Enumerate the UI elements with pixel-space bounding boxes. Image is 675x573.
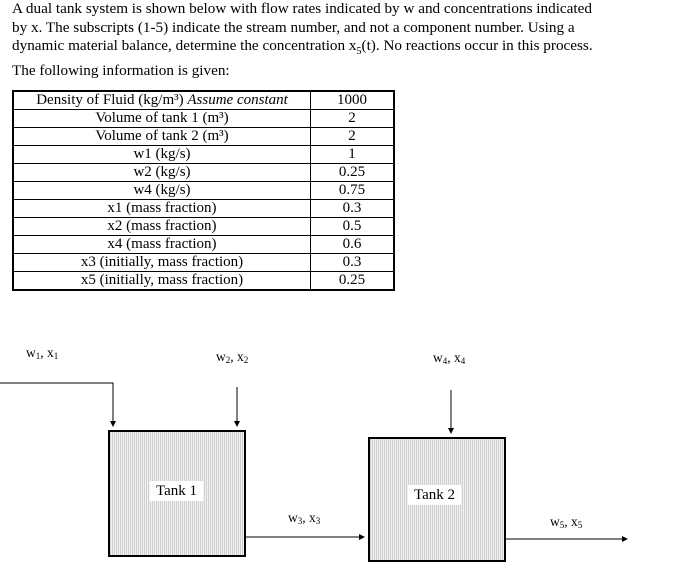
table-row [13, 164, 394, 182]
density-label: Density of Fluid (kg/m³) [36, 92, 184, 108]
table-row [13, 91, 394, 110]
stream-1-sep: , [40, 345, 47, 360]
stream-2-x-sub: 2 [243, 355, 249, 365]
intro-text: (t). No reactions occur in this process. [361, 37, 593, 55]
row-value: 1 [311, 146, 395, 164]
stream-4-w: w [433, 350, 443, 365]
table-row [13, 218, 394, 236]
stream-2-w: w [216, 349, 226, 364]
row-label: x1 (mass fraction) [13, 200, 311, 218]
intro-line: The following information is given: [12, 61, 230, 79]
tank-1-label: Tank 1 [150, 481, 203, 501]
stream-2-sep: , [230, 349, 237, 364]
row-value: 0.25 [311, 272, 395, 291]
row-value: 2 [311, 110, 395, 128]
stream-3-x-sub: 3 [315, 516, 321, 526]
given-information-table [12, 90, 395, 291]
stream-1-x-sub: 1 [53, 351, 59, 361]
stream-5-w: w [550, 514, 560, 529]
row-value: 2 [311, 128, 395, 146]
stream-1-label [26, 345, 58, 361]
row-label: w1 (kg/s) [13, 146, 311, 164]
intro-line [12, 37, 662, 62]
table-row [13, 146, 394, 164]
intro-line: by x. The subscripts (1-5) indicate the stream number, and not a component number. Using a [12, 18, 575, 36]
stream-2-w-sub: 2 [225, 355, 231, 365]
table-row [13, 236, 394, 254]
row-value: 0.3 [311, 254, 395, 272]
stream-4-x-sub: 4 [460, 356, 466, 366]
stream-1-w-sub: 1 [35, 351, 41, 361]
tank-1 [108, 430, 246, 557]
stream-5-w-sub: 5 [559, 520, 565, 530]
stream-5-x: x [571, 514, 578, 529]
stream-4-label [433, 350, 465, 366]
tank-2-label: Tank 2 [408, 485, 461, 505]
tank-2 [368, 437, 506, 562]
stream-4-x: x [454, 350, 461, 365]
stream-3-label [288, 510, 320, 526]
stream-1-line [0, 383, 113, 426]
row-label: Volume of tank 2 (m³) [13, 128, 311, 146]
stream-3-sep: , [302, 510, 309, 525]
row-label: x3 (initially, mass fraction) [13, 254, 311, 272]
table-row [13, 182, 394, 200]
row-label: x2 (mass fraction) [13, 218, 311, 236]
stream-1-w: w [26, 345, 36, 360]
stream-1-x: x [47, 345, 54, 360]
stream-3-w: w [288, 510, 298, 525]
table-row [13, 128, 394, 146]
row-value: 0.6 [311, 236, 395, 254]
stream-4-w-sub: 4 [442, 356, 448, 366]
intro-text: dynamic material balance, determine the concentration x [12, 37, 357, 55]
row-label: x5 (initially, mass fraction) [13, 272, 311, 291]
table-row [13, 200, 394, 218]
row-label [13, 91, 311, 110]
table-row [13, 272, 394, 291]
stream-5-label [550, 514, 582, 530]
row-label: x4 (mass fraction) [13, 236, 311, 254]
density-note: Assume constant [187, 92, 288, 108]
table-row [13, 110, 394, 128]
row-value: 0.75 [311, 182, 395, 200]
row-label: Volume of tank 1 (m³) [13, 110, 311, 128]
problem-statement [12, 0, 662, 80]
row-value: 0.5 [311, 218, 395, 236]
row-label: w4 (kg/s) [13, 182, 311, 200]
stream-4-sep: , [447, 350, 454, 365]
intro-line: A dual tank system is shown below with flow rates indicated by w and concentrations indicated [12, 0, 592, 17]
intro-subscript: 5 [356, 46, 362, 58]
row-label: w2 (kg/s) [13, 164, 311, 182]
stream-5-x-sub: 5 [577, 520, 583, 530]
row-value: 1000 [311, 91, 395, 110]
stream-2-label [216, 349, 248, 365]
stream-3-x: x [309, 510, 316, 525]
stream-5-sep: , [564, 514, 571, 529]
row-value: 0.3 [311, 200, 395, 218]
row-value: 0.25 [311, 164, 395, 182]
stream-2-x: x [237, 349, 244, 364]
table-row [13, 254, 394, 272]
stream-3-w-sub: 3 [297, 516, 303, 526]
